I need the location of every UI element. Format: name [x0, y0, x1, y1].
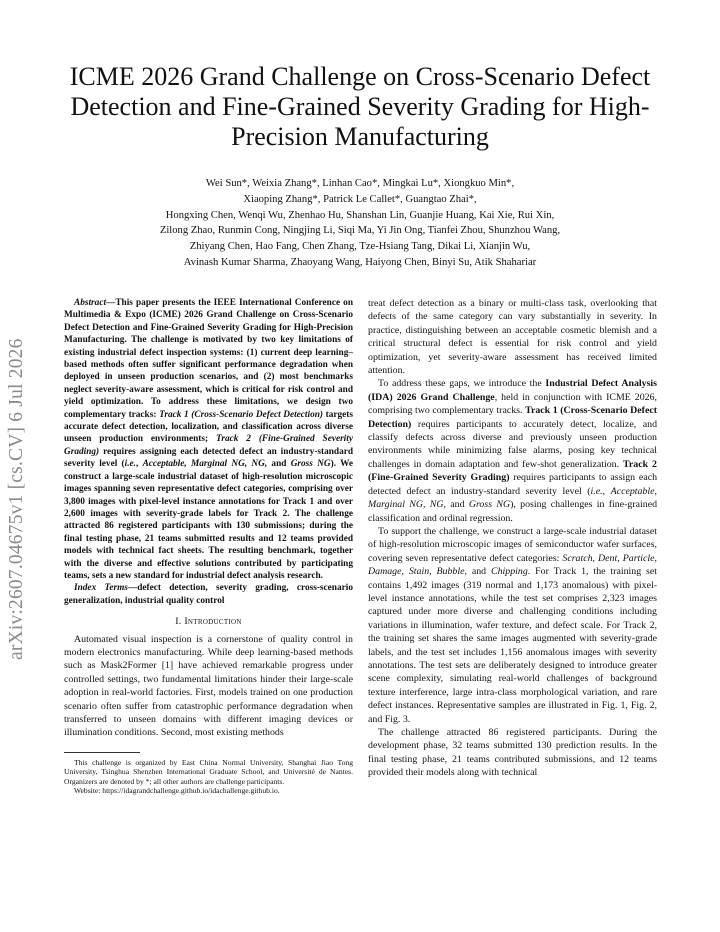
author-line: Xiaoping Zhang*, Patrick Le Callet*, Guangtao Zhai*, [243, 193, 477, 205]
body-text: and [471, 566, 487, 578]
author-line: Zhiyang Chen, Hao Fang, Chen Zhang, Tze-Hsiang Tang, Dikai Li, Xianjin Wu, [189, 241, 531, 253]
severity-levels: Acceptable, Marginal NG, NG, [142, 459, 268, 470]
body-text: requires participants to assign each detected defect an industry-standard severity level ( [368, 472, 658, 497]
section-heading: I. Introduction [175, 616, 242, 628]
abstract-text: This paper presents the IEEE International Conference on Multimedia & Expo (ICME) 2026 Grand Challenge on Cross-Scenario Defect Detection and Fine-Grained Severity Grading for High-Precision Manufacturing. The challenge is motivated by two key limitations of existing industrial defect inspection systems: (1) current deep learning–based methods often suffer significant performance degradation when deployed in unseen production scenarios, and (2) most benchmarks neglect severity-aware assessment, which is critical for risk control and yield optimization. To address these limitations, we design two complementary tracks: [64, 298, 353, 420]
footnotes [64, 758, 353, 796]
abstract-label: Abstract [74, 298, 107, 308]
abstract-text: and [271, 459, 287, 470]
body-text: requires participants to accurately detect, localize, and classify defects across diverse and previously unseen production environments while minimizing false alarms, posing key technical challenges in domain adaptation and few-shot generalization. [368, 418, 658, 470]
abstract-text: requires assigning each detected defect an industry-standard severity level ( [64, 446, 354, 470]
body-ie: i.e. [590, 485, 603, 497]
track1-name: Track 1 (Cross-Scenario Defect Detection) [159, 409, 324, 420]
author-line: Hongxing Chen, Wenqi Wu, Zhenhao Hu, Shanshan Lin, Guanjie Huang, Kai Xie, Rui Xin, [165, 209, 555, 221]
abstract-ie: i.e. [124, 459, 136, 470]
author-line: Zilong Zhao, Runmin Cong, Ningjing Li, Siqi Ma, Yi Jin Ong, Tianfei Zhou, Shunzhou Wang, [159, 225, 561, 237]
index-terms-label: Index Terms [74, 583, 128, 594]
body-text: . For Track 1, the training set contains 1,492 images (319 normal and 1,173 anomalous) with pixel-level instance annotations, while the test set comprises 2,323 images captured under more diverse and challenging conditions including variations in illumination, wafer texture, and defect scale. For Track 2, the training set shares the same images augmented with severity-grade labels, and the test set includes 1,156 anomalous images with severity annotations. The test sets are deliberately designed to introduce greater scene complexity, simulating real-world challenges of background texture interference, large intra-class morphological variation, and rare defect instances. Representative samples are illustrated in Fig. 1, Fig. 2, and Fig. 3. [368, 566, 658, 725]
body-paragraph: treat defect detection as a binary or multi-class task, overlooking that defects of the same category can vary substantially in severity. In practice, distinguishing between an acceptable cosmetic blemish and a critical structural defect is essential for risk control and yield optimization, yet severity-aware assessment has received limited attention. [368, 298, 657, 377]
abstract-text: targets accurate defect detection, localization, and classification across diverse unseen production environments; [64, 409, 353, 445]
footnote-rule [64, 752, 140, 753]
author-line: Avinash Kumar Sharma, Zhaoyang Wang, Haiyong Chen, Binyi Su, Atik Shahariar [183, 256, 537, 268]
index-terms: defect detection, severity grading, cross-scenario generalization, industrial quality control [64, 583, 353, 606]
challenge-name: Industrial Defect Analysis (IDA) 2026 Grand Challenge [368, 378, 658, 403]
defect-categories: Scratch, Dent, Particle, Damage, Stain, Bubble, [368, 552, 657, 578]
left-column [64, 297, 353, 796]
severity-gross: Gross NG [290, 459, 331, 470]
paper-title: ICME 2026 Grand Challenge on Cross-Scenario Defect Detection and Fine-Grained Severity Grading for High-Precision Manufacturing [69, 62, 651, 151]
body-text: , held in conjunction with ICME 2026, comprising two complementary tracks. [368, 391, 657, 417]
intro-paragraph: Automated visual inspection is a cornerstone of quality control in modern electronics manufacturing. While deep learning-based methods such as Mask2Former [1] have achieved remarkable progress under controlled settings, two fundamental limitations hinder their large-scale adoption in real-world factories. First, models trained on one production scenario often suffer from catastrophic performance degradation when transferred to unseen domains with different imaging devices or illumination conditions. Second, most existing methods [64, 633, 353, 739]
body-text: and [450, 499, 465, 511]
body-paragraph [368, 525, 657, 726]
abstract: Abstract—This paper presents the IEEE International Conference on Multimedia & Expo (ICME) 2026 Grand Challenge on Cross-Scenario Defect Detection and Fine-Grained Severity Grading for High-Precision Manufacturing. The challenge is motivated by two key limitations of existing industrial defect inspection systems: (1) current deep learning–based methods often suffer significant performance degradation when deployed in unseen production scenarios, and (2) most benchmarks neglect severity-aware assessment, which is critical for risk control and yield optimization. To address these limitations, we design two complementary tracks: Track 1 (Cross-Scenario Defect Detection) targets accurate defect detection, localization, and classification across diverse unseen production environments; Track 2 (Fine-Grained Severity Grading) requires assigning each detected defect an industry-standard severity level (i.e., Acceptable, Marginal NG, NG, and Gross NG). We construct a large-scale industrial dataset of high-resolution microscopic images spanning seven representative defect categories, comprising over 3,800 images with pixel-level instance annotations for Track 1 and over 2,600 images with severity-grade labels for Track 2. The challenge attracted 86 registered participants with 130 submissions; during the final testing phase, 21 teams submitted results and 12 teams provided models with technical fact sheets. The resulting benchmark, together with the diverse and effective solutions contributed by participating teams, sets a new standard for industrial defect analysis research. Index Terms—defect detection, severity grading, cross-scenario generalization, industrial quality control [64, 298, 354, 606]
defect-category-chipping: Chipping [491, 566, 528, 578]
footnote-website: Website: https://idagrandchallenge.github.io/idachallenge.github.io. [74, 786, 280, 796]
severity-gross: Gross NG [468, 499, 511, 511]
body-text: To address these gaps, we introduce the [378, 378, 542, 390]
body-paragraph: To address these gaps, we introduce the Industrial Defect Analysis (IDA) 2026 Grand Challenge, held in conjunction with ICME 2026, comprising two complementary tracks. Track 1 (Cross-Scenario Defect Detection) requires participants to accurately detect, localize, and classify defects across diverse and previously unseen production environments while minimizing false alarms, posing key technical challenges in domain adaptation and few-shot generalization. Track 2 (Fine-Grained Severity Grading) requires participants to assign each detected defect an industry-standard severity level (i.e., Acceptable, Marginal NG, NG, and Gross NG), posing challenges in fine-grained classification and ordinal regression. [368, 378, 658, 524]
author-line: Wei Sun*, Weixia Zhang*, Linhan Cao*, Mingkai Lu*, Xiongkuo Min*, [205, 178, 515, 189]
track2-name: Track 2 (Fine-Grained Severity Grading) [64, 434, 353, 457]
footnote: This challenge is organized by East China Normal University, Shanghai Jiao Tong University, Tsinghua Shenzhen International Graduate School, and Université de Nantes. Organizers are denoted by *; all other authors are challenge participants. [64, 757, 353, 786]
author-list [60, 176, 660, 271]
severity-levels: Acceptable, Marginal NG, NG, [368, 485, 657, 511]
right-column [368, 297, 657, 780]
body-paragraph: The challenge attracted 86 registered participants. During the development phase, 32 teams submitted 130 prediction results. In the final testing phase, 21 teams contributed submissions, and 12 teams provided their models along with technical [368, 727, 657, 779]
body-text: ), posing challenges in fine-grained classification and ordinal regression. [368, 499, 658, 524]
track1-name: Track 1 (Cross-Scenario Defect Detection) [368, 405, 657, 430]
abstract-text: ). We construct a large-scale industrial dataset of high-resolution microscopic images spanning seven representative defect categories, comprising over 3,800 images with pixel-level instance annotations for Track 1 and over 2,600 images with severity-grade labels for Track 2. The challenge attracted 86 registered participants with 130 submissions; during the final testing phase, 21 teams submitted results and 12 teams provided models with technical fact sheets. The resulting benchmark, together with the diverse and effective solutions contributed by participating teams, sets a new standard for industrial defect analysis research. [64, 459, 354, 581]
arxiv-stamp: arXiv:2607.04675v1 [cs.CV] 6 Jul 2026 [6, 338, 27, 660]
body-text: To support the challenge, we construct a large-scale industrial dataset of high-resolution microscopic images of semiconductor wafer surfaces, covering seven representative defect categories: [368, 525, 657, 564]
track2-name: Track 2 (Fine-Grained Severity Grading) [368, 458, 657, 484]
